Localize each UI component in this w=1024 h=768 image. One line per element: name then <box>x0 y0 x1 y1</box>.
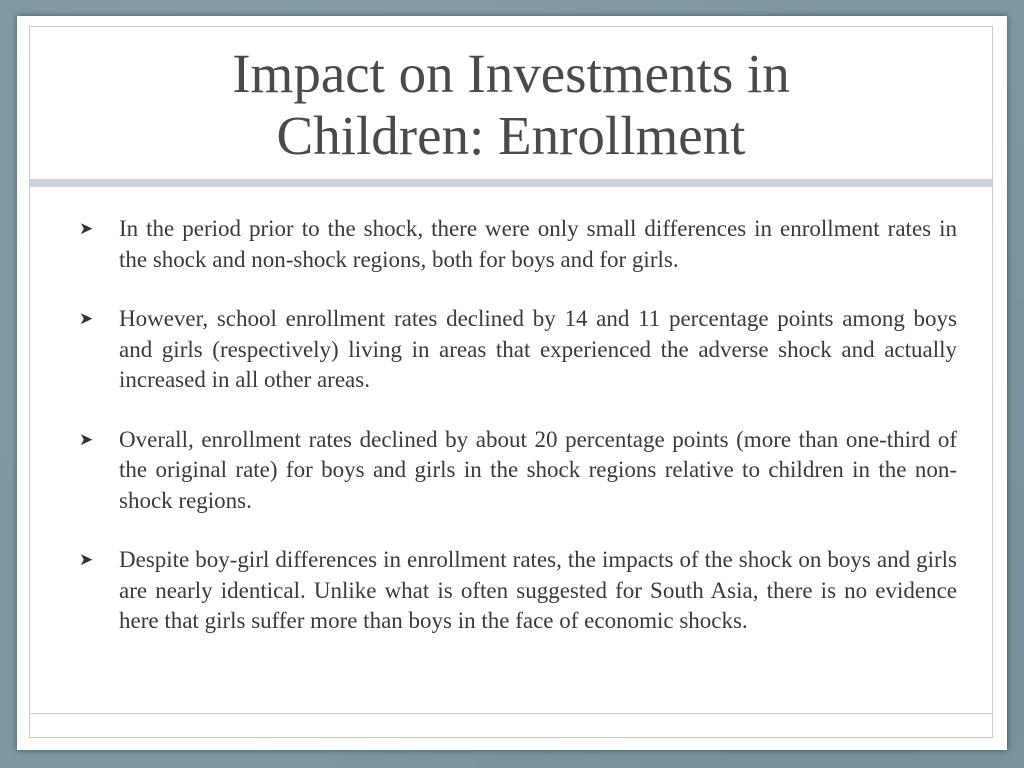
bullet-item <box>79 304 957 396</box>
title-area <box>30 27 992 183</box>
bullet-text: In the period prior to the shock, there were only small differences in enrollment rates in the shock and non-shock regions, both for boys and for girls. <box>119 216 957 272</box>
slide <box>17 16 1007 750</box>
arrow-bullet-icon: ➤ <box>79 550 94 570</box>
bullet-list <box>79 214 957 637</box>
arrow-bullet-icon: ➤ <box>79 429 94 450</box>
slide-content <box>79 214 957 666</box>
arrow-bullet-icon: ➤ <box>79 309 94 329</box>
bullet-text: Despite boy-girl differences in enrollment rates, the impacts of the shock on boys and girls are nearly identical. Unlike what is often suggested for South Asia, there is no evidence here that girls suffer more than boys in the face of economic shocks. <box>119 547 957 633</box>
arrow-bullet-icon: ➤ <box>79 219 94 239</box>
bullet-item <box>79 545 957 637</box>
bullet-item <box>79 425 957 517</box>
bullet-text: Overall, enrollment rates declined by about 20 percentage points (more than one-third of the original rate) for boys and girls in the shock regions relative to children in the non-shock regions. <box>119 426 957 513</box>
bullet-item <box>79 214 957 275</box>
bullet-text: However, school enrollment rates declined by 14 and 11 percentage points among boys and girls (respectively) living in areas that experienced the adverse shock and actually increased in all other areas. <box>119 306 957 392</box>
title-divider <box>30 179 992 187</box>
footer-divider <box>30 713 992 714</box>
slide-title: Impact on Investments in Children: Enrollment <box>232 43 790 166</box>
